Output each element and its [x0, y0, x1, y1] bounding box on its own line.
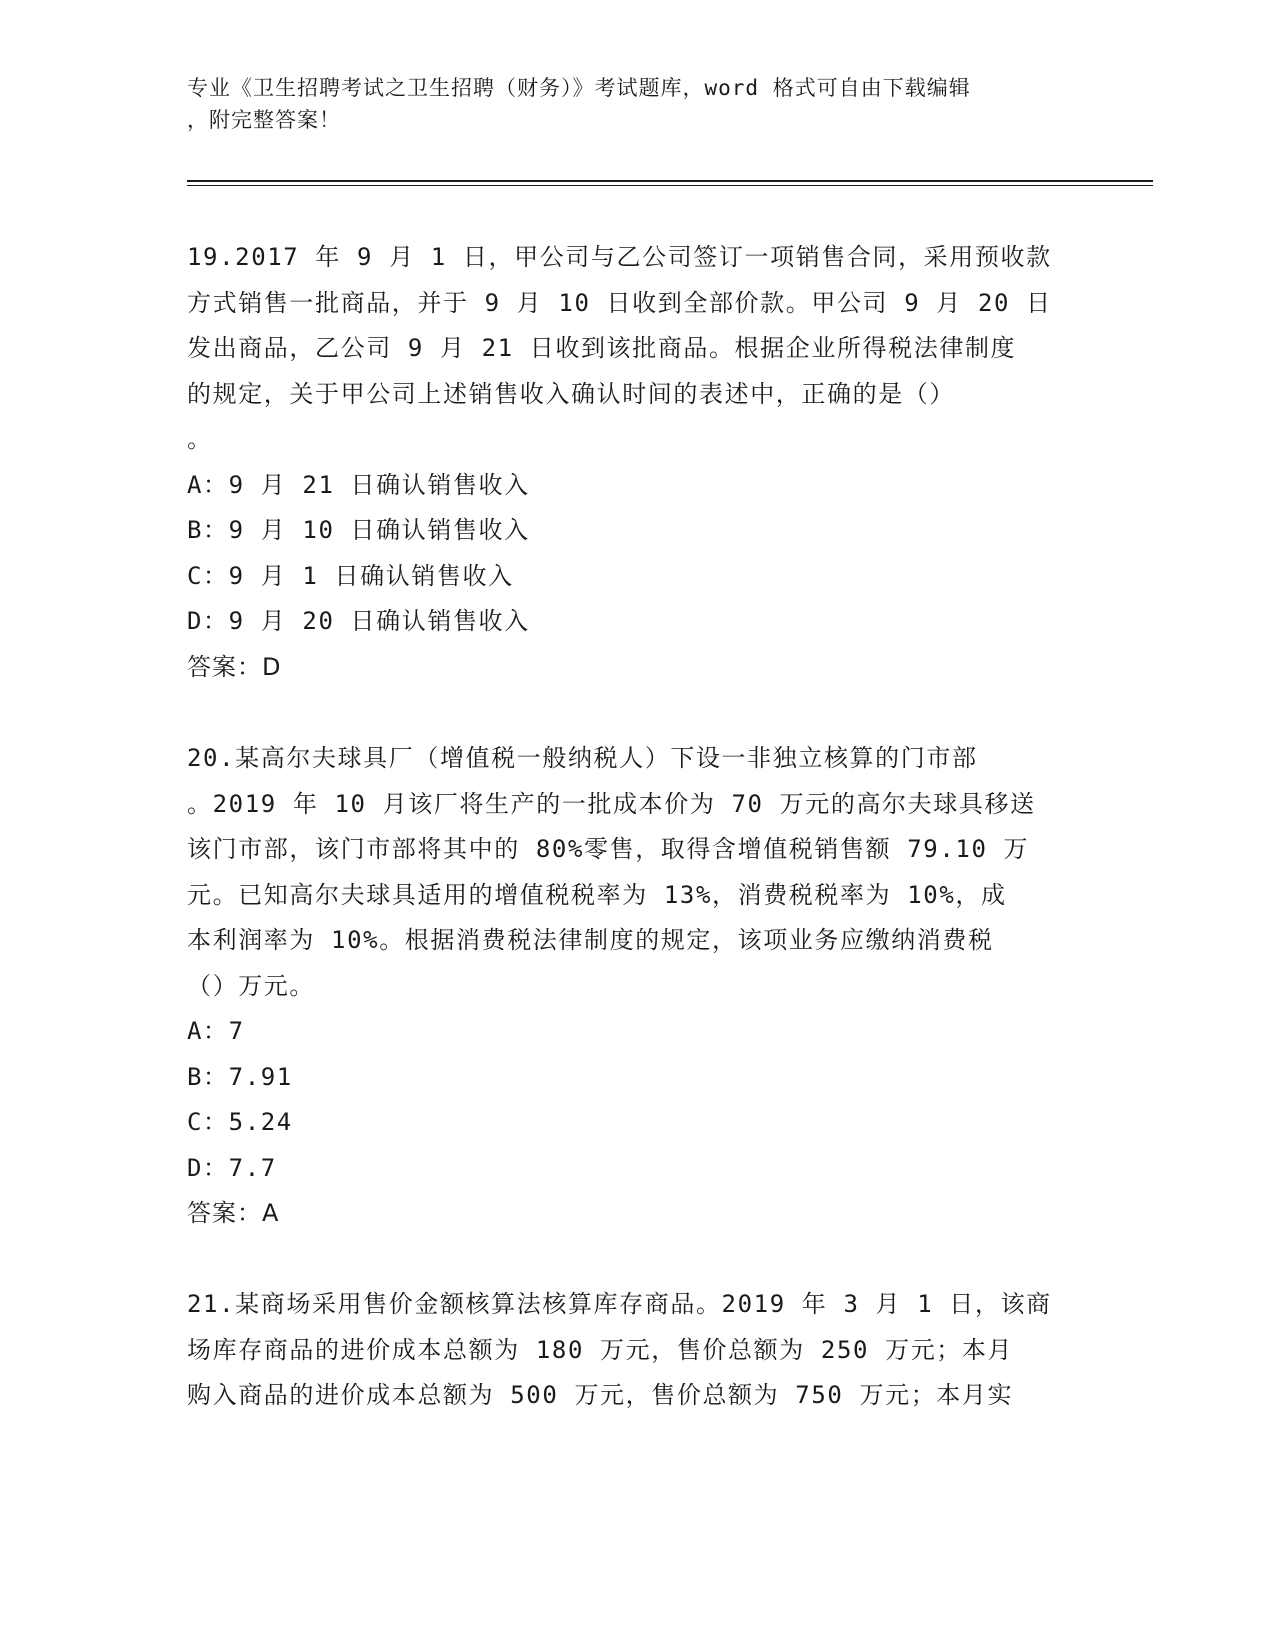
question-20: [187, 736, 1087, 1237]
question-line: 方式销售一批商品，并于 9 月 10 日收到全部价款。甲公司 9 月 20 日: [187, 288, 1052, 317]
option-a: A：7: [187, 1017, 245, 1045]
question-line: 20.某高尔夫球具厂（增值税一般纳税人）下设一非独立核算的门市部: [187, 744, 978, 772]
question-line: 21.某商场采用售价金额核算法核算库存商品。2019 年 3 月 1 日，该商: [187, 1290, 1052, 1318]
question-line: 19.2017 年 9 月 1 日，甲公司与乙公司签订一项销售合同，采用预收款: [187, 243, 1052, 271]
header-divider-thin: [187, 185, 1153, 186]
question-line: 本利润率为 10%。根据消费税法律制度的规定，该项业务应缴纳消费税: [187, 926, 994, 954]
question-text: [187, 736, 1087, 1009]
document-header: [187, 72, 1087, 136]
header-line-2: ，附完整答案！: [187, 108, 341, 132]
option-c: C：5.24: [187, 1108, 293, 1136]
option-d: D：9 月 20 日确认销售收入: [187, 607, 530, 635]
question-line: 该门市部，该门市部将其中的 80%零售，取得含增值税销售额 79.10 万: [187, 835, 1030, 863]
question-line: 的规定，关于甲公司上述销售收入确认时间的表述中，正确的是（）: [187, 379, 955, 408]
option-b: B：7.91: [187, 1062, 293, 1091]
question-text: [187, 235, 1087, 463]
question-line: 场库存商品的进价成本总额为 180 万元，售价总额为 250 万元；本月: [187, 1335, 1014, 1364]
header-divider-thick: [187, 180, 1153, 182]
question-19: [187, 235, 1087, 690]
answer-line: 答案：D: [187, 652, 282, 681]
question-21: [187, 1282, 1087, 1419]
question-line: 发出商品，乙公司 9 月 21 日收到该批商品。根据企业所得税法律制度: [187, 334, 1017, 362]
question-line: 。2019 年 10 月该厂将生产的一批成本价为 70 万元的高尔夫球具移送: [187, 789, 1036, 818]
header-line-1: 专业《卫生招聘考试之卫生招聘（财务）》考试题库，word 格式可自由下载编辑: [187, 76, 971, 100]
question-text: [187, 1282, 1087, 1419]
question-line: 。: [187, 425, 213, 453]
option-a: A：9 月 21 日确认销售收入: [187, 470, 530, 499]
option-b: B：9 月 10 日确认销售收入: [187, 516, 530, 544]
option-d: D：7.7: [187, 1153, 277, 1182]
question-line: （）万元。: [187, 971, 315, 1000]
option-c: C：9 月 1 日确认销售收入: [187, 561, 514, 590]
question-line: 购入商品的进价成本总额为 500 万元，售价总额为 750 万元；本月实: [187, 1381, 1014, 1409]
question-line: 元。已知高尔夫球具适用的增值税税率为 13%，消费税税率为 10%，成: [187, 880, 1007, 909]
answer-line: 答案：A: [187, 1199, 280, 1227]
